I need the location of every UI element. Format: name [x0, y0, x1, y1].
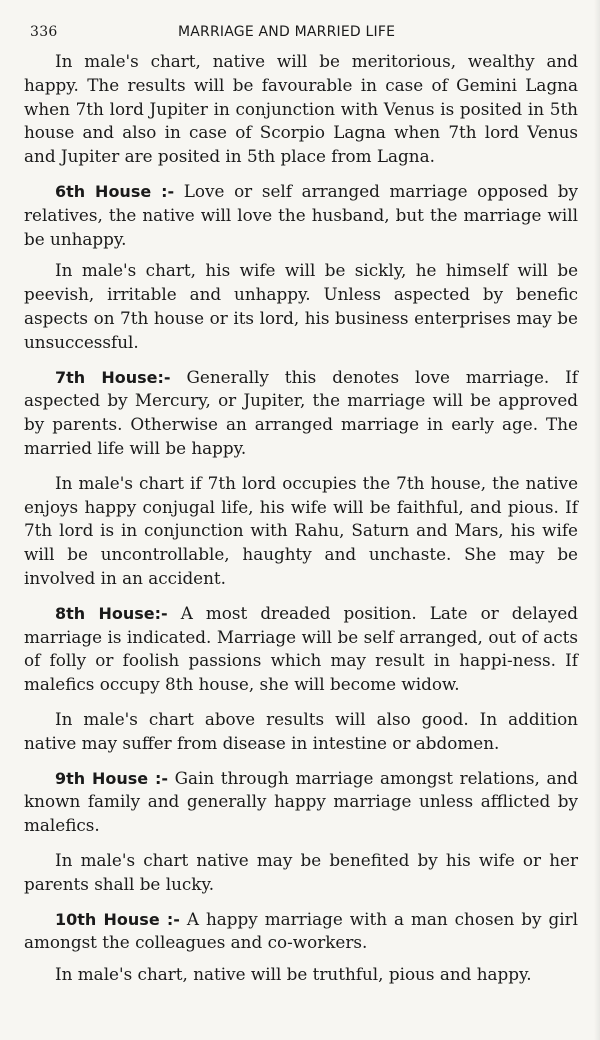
paragraph-text: In male's chart native may be benefited by his wife or her parents shall be lucky.: [24, 849, 578, 894]
running-header: [24, 24, 578, 46]
paragraph-text: In male's chart, native will be meritorious, wealthy and happy. The results will be favourable in case of Gemini Lagna when 7th lord Jupiter in conjunction with Venus is posited in 5th house and also in case of Scorpio Lagna when 7th lord Venus and Jupiter are posited in 5th place from Lagna.: [24, 51, 578, 167]
section-heading-6th-house: 6th House :-: [55, 181, 175, 201]
paragraph-text: In male's chart if 7th lord occupies the 7th house, the native enjoys happy conjugal life, his wife will be faithful, and pious. If 7th lord is in conjunction with Rahu, Saturn and Mars, his wife will be uncontrollable, haughty and unchaste. She may be involved in an accident.: [24, 472, 578, 588]
paragraph-7th-house: [24, 366, 578, 461]
body-text: [24, 50, 578, 987]
paragraph-male-chart-8th: [24, 708, 578, 756]
section-heading-8th-house: 8th House:-: [55, 603, 168, 623]
chapter-title: MARRIAGE AND MARRIED LIFE: [178, 24, 396, 40]
paragraph-text: In male's chart above results will also good. In addition native may suffer from disease in intestine or abdomen.: [24, 708, 578, 753]
paragraph-text: In male's chart, his wife will be sickly, he himself will be peevish, irritable and unhappy. Unless aspected by benefic aspects on 7th house or its lord, his business enterprises may be unsuccessful.: [24, 260, 578, 352]
section-heading-9th-house: 9th House :-: [55, 768, 169, 788]
paragraph-8th-house: [24, 602, 578, 697]
paragraph-male-chart-9th: [24, 849, 578, 897]
paragraph-9th-house: [24, 767, 578, 838]
paragraph-text: Generally this denotes love marriage. If aspected by Mercury, or Jupiter, the marriage will be approved by parents. Otherwise an arranged marriage in early age. The married life will be happy.: [24, 366, 578, 458]
paragraph-text: A happy marriage with a man chosen by girl amongst the colleagues and co-workers.: [24, 908, 578, 953]
paragraph-male-chart-7th: [24, 472, 578, 591]
section-heading-10th-house: 10th House :-: [55, 909, 180, 929]
page-edge-shadow: [594, 0, 600, 1040]
paragraph-male-chart-5th: [24, 50, 578, 169]
paragraph-6th-house: [24, 180, 578, 251]
paragraph-10th-house: [24, 908, 578, 956]
section-heading-7th-house: 7th House:-: [55, 367, 171, 387]
paragraph-text: Love or self arranged marriage opposed by relatives, the native will love the husband, but the marriage will be unhappy.: [24, 180, 579, 249]
paragraph-male-chart-10th: [24, 963, 578, 987]
page-number: 336: [30, 24, 58, 40]
paragraph-text: A most dreaded position. Late or delayed marriage is indicated. Marriage will be self arranged, out of acts of folly or foolish passions which may result in happi-ness. If malefics occupy 8th house, she will become widow.: [24, 602, 578, 695]
paragraph-text: In male's chart, native will be truthful, pious and happy.: [55, 964, 532, 985]
paragraph-male-chart-6th: [24, 259, 578, 354]
paragraph-text: Gain through marriage amongst relations, and known family and generally happy marriage unless afflicted by malefics.: [24, 767, 579, 836]
